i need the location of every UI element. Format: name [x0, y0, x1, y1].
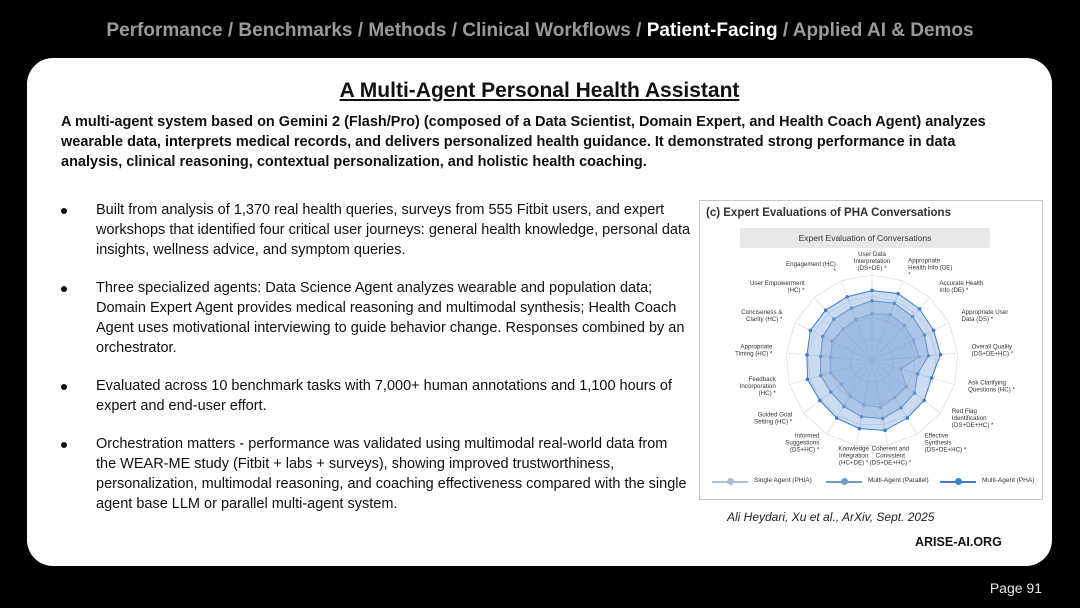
radar-point: [858, 427, 862, 431]
list-item: [51, 278, 691, 358]
breadcrumb-separator: /: [777, 20, 793, 41]
breadcrumb-item[interactable]: Clinical Workflows: [462, 20, 631, 41]
radar-point: [932, 329, 936, 333]
radar-figure: [699, 200, 1043, 500]
bullet-text: Built from analysis of 1,370 real health queries, surveys from 555 Fitbit users, and expert workshops that identified four critical user journeys: general health knowledge, personal data insights, wellness advice, and symptom queries.: [96, 202, 691, 258]
radar-axis-label: Engagement (HC) *: [786, 261, 836, 276]
breadcrumb-item[interactable]: Benchmarks: [238, 20, 353, 41]
radar-point: [918, 307, 922, 311]
radar-axis-label: User Data Interpretation (DS+DE) *: [853, 251, 891, 272]
radar-axis-label: Appropriate Timing (HC) *: [735, 343, 773, 358]
radar-axis-label: Effective Synthesis (DS+DE+HC) *: [924, 432, 967, 454]
bullet-icon: [61, 286, 67, 292]
radar-chart: [700, 249, 1044, 469]
radar-axis-label: Informed Suggestions (DS+HC) *: [785, 432, 820, 454]
radar-axis-label: Accurate Health Info (DE) *: [939, 280, 984, 295]
radar-axis-label: Ask Clarifying Questions (HC) *: [968, 379, 1015, 394]
breadcrumb-separator: /: [446, 20, 463, 41]
figure-title: (c) Expert Evaluations of PHA Conversations: [706, 207, 951, 219]
radar-axis-label: Conciseness & Clarity (HC) *: [741, 308, 783, 323]
radar-axis-label: User Empowerment (HC) *: [749, 280, 805, 295]
bullet-text: Three specialized agents: Data Science Agent analyzes wearable and population data; Domain Expert Agent provides medical reasoning and multimodal synthesis; Health Coach Agent uses motivational interviewing to guide behavior change. Responses combined by an orchestrator.: [96, 280, 685, 356]
radar-axis-label: Red Flag Identification (DS+DE+HC) *: [951, 408, 994, 430]
list-item: [51, 434, 691, 514]
radar-point: [845, 295, 849, 299]
breadcrumb-item[interactable]: Applied AI & Demos: [792, 20, 974, 41]
bullet-list: [51, 200, 691, 532]
slide-title: A Multi-Agent Personal Health Assistant: [339, 79, 740, 102]
radar-point: [906, 416, 910, 420]
bullet-icon: [61, 442, 67, 448]
page-number: Page 91: [989, 580, 1042, 596]
radar-point: [896, 292, 900, 296]
legend-label: Multi-Agent (Parallel): [868, 477, 929, 484]
radar-point: [805, 353, 809, 357]
bullet-icon: [61, 208, 67, 214]
breadcrumb: [0, 20, 1080, 46]
radar-point: [870, 289, 874, 293]
radar-point: [824, 308, 828, 312]
radar-point: [883, 429, 887, 433]
bullet-text: Evaluated across 10 benchmark tasks with 7,000+ human annotations and 1,100 hours of expert and end-user effort.: [96, 378, 672, 414]
radar-axis-label: Feedback Incorporation (HC) *: [739, 375, 776, 397]
radar-point: [922, 399, 926, 403]
radar-axis-label: Appropriate User Data (DS) *: [961, 308, 1009, 323]
breadcrumb-separator: /: [222, 20, 239, 41]
radar-series-area: [807, 290, 941, 430]
chart-legend: [700, 474, 1044, 500]
radar-axis-label: Coherent and Consistent (DS+DE+HC) *: [869, 445, 912, 467]
radar-axis-label: Overall Quality (DS+DE+HC) *: [971, 343, 1014, 358]
breadcrumb-separator: /: [630, 20, 647, 41]
brand-logo-text: ARISE-AI.ORG: [915, 535, 1002, 549]
radar-axis-label: Knowledge Integration (HC+DE) *: [838, 445, 869, 467]
bullet-icon: [61, 384, 67, 390]
radar-point: [818, 399, 822, 403]
radar-point: [939, 353, 943, 357]
slide-card: [27, 58, 1052, 566]
radar-point: [806, 378, 810, 382]
citation: Ali Heydari, Xu et al., ArXiv, Sept. 2025: [727, 510, 935, 524]
list-item: [51, 200, 691, 260]
list-item: [51, 376, 691, 416]
breadcrumb-item[interactable]: Performance: [106, 20, 223, 41]
legend-label: Multi-Agent (PHA): [982, 477, 1035, 484]
breadcrumb-item-active[interactable]: Patient-Facing: [646, 20, 778, 41]
radar-axis-label: Appropriate Health Info (DE) *: [908, 257, 953, 279]
legend-label: Single Agent (PHIA): [754, 477, 812, 484]
breadcrumb-separator: /: [352, 20, 369, 41]
radar-point: [930, 376, 934, 380]
radar-axis-label: Guided Goal Setting (HC) *: [754, 411, 793, 426]
legend-swatch-dot: [955, 478, 962, 485]
figure-subtitle: Expert Evaluation of Conversations: [740, 228, 990, 248]
legend-swatch-dot: [727, 478, 734, 485]
legend-swatch-dot: [841, 478, 848, 485]
breadcrumb-item[interactable]: Methods: [368, 20, 447, 41]
intro-paragraph: A multi-agent system based on Gemini 2 (Flash/Pro) (composed of a Data Scientist, Domain Expert, and Health Coach Agent) analyzes wearable data, interprets medical records, and delivers personalized health guidance. It demonstrated strong performance in data analysis, clinical reasoning, contextual personalization, and holistic health coaching.: [61, 114, 986, 170]
radar-point: [809, 329, 813, 333]
bullet-text: Orchestration matters - performance was validated using multimodal real-world data from the WEAR-ME study (Fitbit + labs + surveys), showing improved trustworthiness, personalization, multimodal reasoning, and coaching effectiveness compared with the single agent base LLM or parallel multi-agent system.: [96, 436, 687, 512]
radar-point: [835, 416, 839, 420]
